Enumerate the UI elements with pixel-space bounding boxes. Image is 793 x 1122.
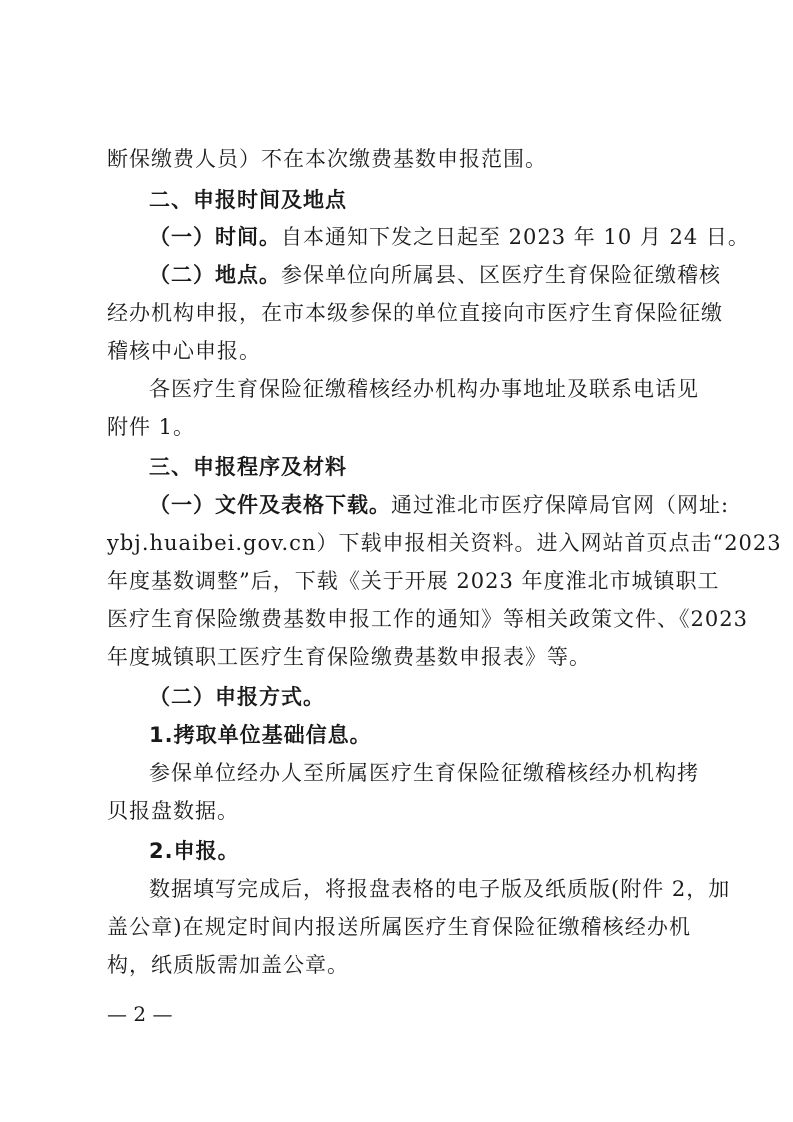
step-heading-1: 1.拷取单位基础信息。 — [149, 723, 372, 747]
paragraph-line: ybj.huaibei.gov.cn）下载申报相关资料。进入网站首页点击“2023 — [107, 531, 782, 555]
section-heading-3: 三、申报程序及材料 — [149, 455, 347, 479]
paragraph-line: 盖公章)在规定时间内报送所属医疗生育保险征缴稽核经办机 — [107, 915, 691, 939]
section-heading-2: 二、申报时间及地点 — [149, 188, 347, 212]
paragraph-line: 附件 1。 — [107, 415, 196, 439]
subheading-lead: （一）时间。 — [149, 225, 281, 249]
paragraph-line: 构，纸质版需加盖公章。 — [107, 953, 349, 977]
paragraph-line: 年度城镇职工医疗生育保险缴费基数申报表》等。 — [107, 645, 591, 669]
paragraph-line: 参保单位经办人至所属医疗生育保险征缴稽核经办机构拷 — [149, 761, 699, 785]
paragraph-line: 稽核中心申报。 — [107, 339, 261, 363]
paragraph-line: 数据填写完成后，将报盘表格的电子版及纸质版(附件 2，加 — [149, 877, 731, 901]
page-number: — 2 — — [107, 1002, 173, 1026]
paragraph-line: 各医疗生育保险征缴稽核经办机构办事地址及联系电话见 — [149, 377, 699, 401]
subheading-lead: （一）文件及表格下载。 — [149, 493, 391, 517]
paragraph-line: 年度基数调整”后，下载《关于开展 2023 年度淮北市城镇职工 — [107, 569, 720, 593]
paragraph-download: （一）文件及表格下载。通过淮北市医疗保障局官网（网址: — [149, 493, 730, 517]
paragraph-line: 经办机构申报，在市本级参保的单位直接向市医疗生育保险征缴 — [107, 301, 723, 325]
paragraph-line: 贝报盘数据。 — [107, 799, 239, 823]
subheading-method: （二）申报方式。 — [149, 685, 325, 709]
paragraph-place: （二）地点。参保单位向所属县、区医疗生育保险征缴稽核 — [149, 263, 721, 287]
paragraph-line: 断保缴费人员）不在本次缴费基数申报范围。 — [107, 147, 547, 171]
subheading-lead: （二）地点。 — [149, 263, 281, 287]
paragraph-time: （一）时间。自本通知下发之日起至 2023 年 10 月 24 日。 — [149, 225, 750, 249]
step-heading-2: 2.申报。 — [149, 839, 240, 863]
paragraph-line: 医疗生育保险缴费基数申报工作的通知》等相关政策文件、《2023 — [107, 607, 748, 631]
